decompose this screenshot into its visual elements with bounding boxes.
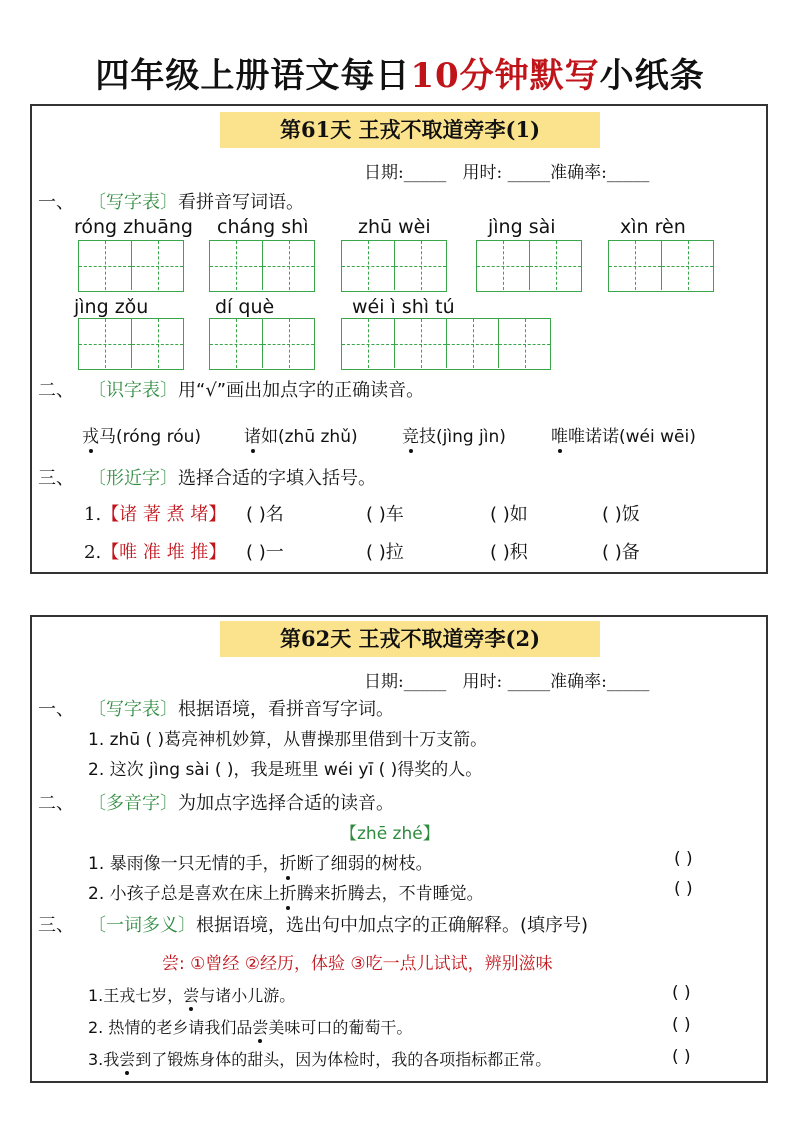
accuracy-label: 准确率: <box>550 672 607 692</box>
writing-grid[interactable] <box>209 318 315 370</box>
definition-list: 尝: ①曾经 ②经历，体验 ③吃一点儿试试，辨别滋味 <box>162 954 553 974</box>
date-label: 日期: <box>364 163 404 183</box>
reading-choice[interactable]: 戎马(róng róu) <box>82 427 202 447</box>
meaning-sentence: 1.王戎七岁，尝与诸小儿游。 <box>88 986 296 1005</box>
accuracy-blank[interactable]: _____ <box>606 163 650 183</box>
fill-blank[interactable]: ( )拉 <box>366 542 404 563</box>
pinyin-label: dí què <box>215 296 275 318</box>
writing-grid[interactable] <box>341 240 447 292</box>
pronunciation-options: 【zhē zhé】 <box>340 824 440 844</box>
time-blank[interactable]: _____ <box>507 163 551 183</box>
meaning-sentence: 2. 热情的老乡请我们品尝美味可口的葡萄干。 <box>88 1018 413 1037</box>
pinyin-label: xìn rèn <box>620 216 686 238</box>
writing-grid[interactable] <box>78 318 184 370</box>
answer-bracket[interactable]: ( ) <box>672 983 691 1003</box>
pinyin-label: jìng zǒu <box>74 296 149 318</box>
fill-blank[interactable]: ( )名 <box>246 504 284 525</box>
meaning-sentence: 3.我尝到了锻炼身体的甜头，因为体检时，我的各项指标都正常。 <box>88 1050 552 1069</box>
pinyin-label: wéi ì shì tú <box>352 296 455 318</box>
answer-bracket[interactable]: ( ) <box>672 1015 691 1035</box>
page-title: 四年级上册语文每日10分钟默写小纸条 <box>95 56 705 96</box>
day62-section1-heading: 一、 〔写字表〕根据语境，看拼音写字词。 <box>38 699 394 720</box>
context-sentence[interactable]: 1. zhū ( )葛亮神机妙算，从曹操那里借到十万支箭。 <box>88 730 488 750</box>
day62-section3-heading: 三、 〔一词多义〕根据语境，选出句中加点字的正确解释。(填序号) <box>38 915 589 936</box>
reading-choice[interactable]: 竞技(jìng jìn) <box>402 427 506 447</box>
day61-meta <box>364 158 649 183</box>
day61-card <box>30 104 768 574</box>
reading-choice[interactable]: 唯唯诺诺(wéi wēi) <box>551 427 696 447</box>
fill-blank[interactable]: ( )饭 <box>602 504 640 525</box>
date-blank[interactable]: _____ <box>403 163 447 183</box>
char-group: 1.【诸 著 煮 堵】 <box>84 504 227 525</box>
day62-title: 第62天 王戎不取道旁李(2) <box>220 621 600 657</box>
day62-section2-heading: 二、 〔多音字〕为加点字选择合适的读音。 <box>38 793 394 814</box>
writing-grid[interactable] <box>209 240 315 292</box>
answer-bracket[interactable]: ( ) <box>674 879 693 899</box>
writing-grid[interactable] <box>341 318 551 370</box>
fill-blank[interactable]: ( )车 <box>366 504 404 525</box>
day61-title: 第61天 王戎不取道旁李(1) <box>220 112 600 148</box>
context-sentence[interactable]: 2. 这次 jìng sài ( )，我是班里 wéi yī ( )得奖的人。 <box>88 760 483 780</box>
char-group: 2.【唯 准 堆 推】 <box>84 542 227 563</box>
pinyin-label: zhū wèi <box>358 216 431 238</box>
time-blank[interactable]: _____ <box>507 672 551 692</box>
pinyin-label: róng zhuāng <box>74 216 193 238</box>
reading-choice[interactable]: 诸如(zhū zhǔ) <box>244 427 358 447</box>
accuracy-label: 准确率: <box>550 163 607 183</box>
day61-section2-heading: 二、 〔识字表〕用“√”画出加点字的正确读音。 <box>38 380 425 401</box>
pinyin-label: cháng shì <box>217 216 309 238</box>
writing-grid[interactable] <box>78 240 184 292</box>
answer-bracket[interactable]: ( ) <box>674 849 693 869</box>
pinyin-label: jìng sài <box>488 216 556 238</box>
date-label: 日期: <box>364 672 404 692</box>
time-label: 用时: <box>462 672 503 692</box>
polyphone-sentence: 1. 暴雨像一只无情的手，折断了细弱的树枝。 <box>88 854 433 874</box>
polyphone-sentence: 2. 小孩子总是喜欢在床上折腾来折腾去，不肯睡觉。 <box>88 884 484 904</box>
fill-blank[interactable]: ( )如 <box>490 504 528 525</box>
answer-bracket[interactable]: ( ) <box>672 1047 691 1067</box>
accuracy-blank[interactable]: _____ <box>606 672 650 692</box>
date-blank[interactable]: _____ <box>403 672 447 692</box>
day62-card <box>30 615 768 1083</box>
writing-grid[interactable] <box>608 240 714 292</box>
fill-blank[interactable]: ( )一 <box>246 542 284 563</box>
day61-section1-heading: 一、 〔写字表〕看拼音写词语。 <box>38 192 304 213</box>
writing-grid[interactable] <box>476 240 582 292</box>
fill-blank[interactable]: ( )积 <box>490 542 528 563</box>
time-label: 用时: <box>462 163 503 183</box>
day62-meta <box>364 667 649 692</box>
day61-section3-heading: 三、 〔形近字〕选择合适的字填入括号。 <box>38 468 376 489</box>
fill-blank[interactable]: ( )备 <box>602 542 640 563</box>
